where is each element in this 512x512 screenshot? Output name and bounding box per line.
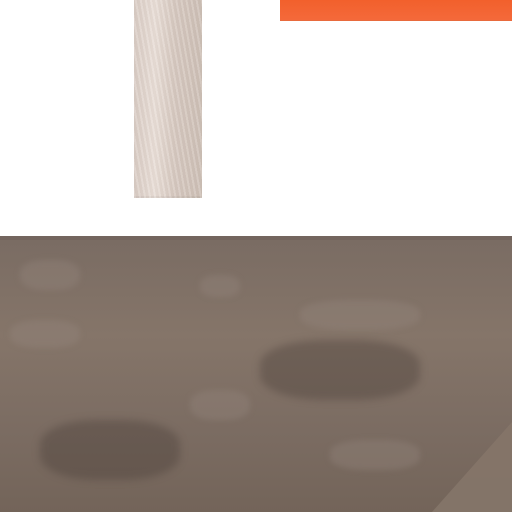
white-wall — [0, 0, 512, 238]
texture-blotch — [330, 440, 420, 470]
texture-shadow — [260, 340, 420, 400]
texture-shadow — [40, 420, 180, 480]
stone-ground — [0, 240, 512, 512]
texture-blotch — [20, 260, 80, 290]
beige-vertical-strip — [134, 0, 202, 198]
texture-blotch — [190, 390, 250, 420]
texture-blotch — [10, 320, 80, 348]
orange-bar — [280, 0, 512, 21]
texture-blotch — [200, 275, 240, 297]
texture-blotch — [300, 300, 420, 330]
corner-stone — [432, 422, 512, 512]
